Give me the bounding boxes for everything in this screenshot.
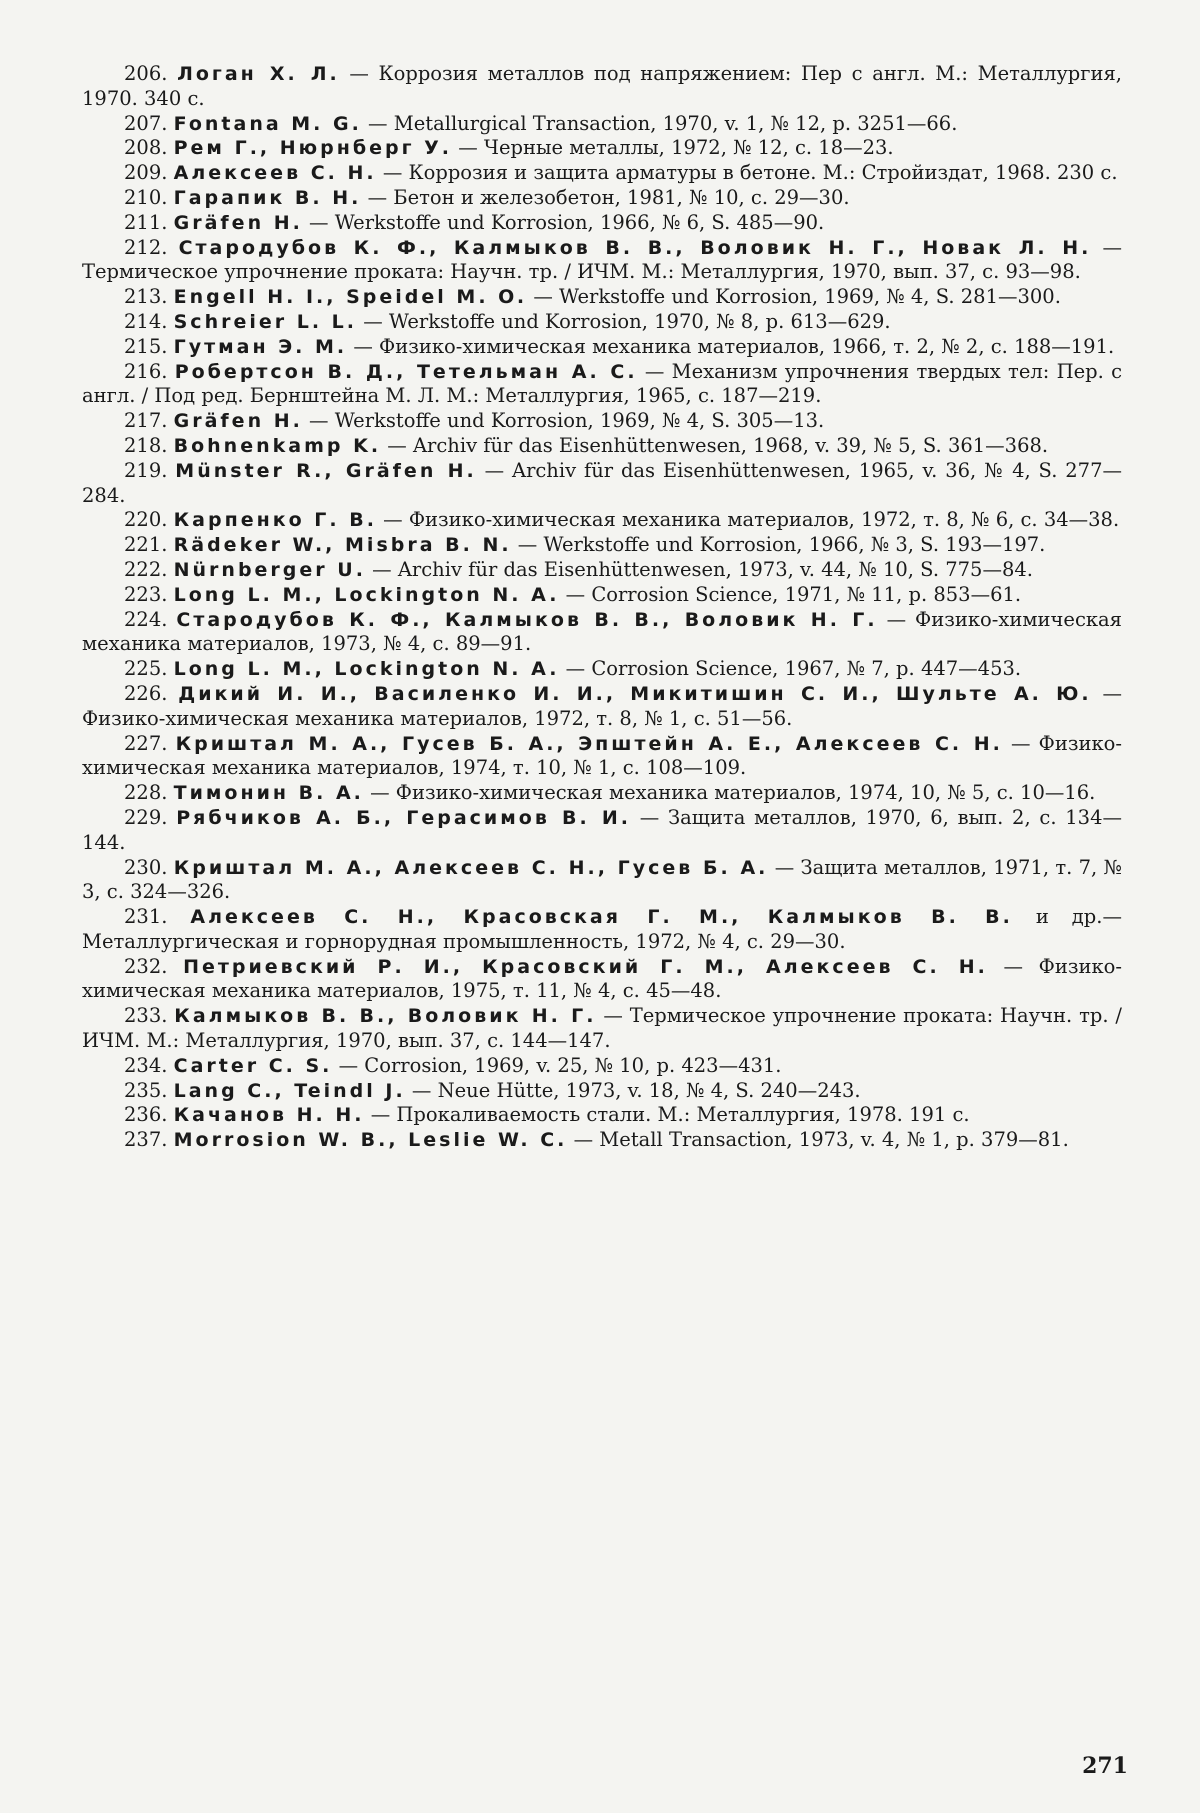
reference-authors: Алексеев С. Н. (173, 162, 377, 185)
reference-number: 216. (124, 359, 168, 383)
reference-text: — Физико-химическая механика материалов, 1975, т. 11, № 4, с. 45—48. (82, 954, 1123, 1003)
reference-item (82, 608, 1122, 658)
reference-item (82, 136, 1122, 161)
reference-text: — Коррозия металлов под напряжением: Пер с англ. М.: Металлургия, 1970. 340 с. (82, 62, 1123, 110)
reference-item (82, 533, 1122, 558)
reference-item (82, 211, 1122, 236)
reference-number: 220. (124, 508, 168, 532)
reference-text: — Metall Transaction, 1973, v. 4, № 1, p. 379—81. (573, 1128, 1069, 1152)
reference-number: 208. (124, 136, 168, 160)
reference-item (82, 657, 1122, 682)
reference-number: 223. (124, 582, 168, 606)
reference-authors: Качанов Н. Н. (173, 1104, 365, 1127)
reference-authors: Тимонин В. А. (173, 782, 364, 805)
reference-text: — Corrosion Science, 1971, № 11, p. 853—61. (565, 582, 1022, 606)
reference-text: — Физико-химическая механика материалов, 1966, т. 2, № 2, с. 188—191. (353, 334, 1115, 358)
reference-authors: Rädeker W., Misbra B. N. (173, 534, 512, 557)
reference-authors: Петриевский Р. И., Красовский Г. М., Алексеев С. Н. (183, 955, 988, 978)
reference-number: 236. (124, 1103, 168, 1127)
reference-text: — Corrosion Science, 1967, № 7, p. 447—453. (565, 657, 1022, 681)
reference-number: 211. (124, 210, 168, 234)
reference-authors: Morrosion W. B., Leslie W. C. (173, 1129, 568, 1152)
reference-text: — Коррозия и защита арматуры в бетоне. М.: Стройиздат, 1968. 230 с. (382, 161, 1118, 185)
reference-number: 222. (124, 557, 168, 581)
reference-item (82, 955, 1122, 1005)
page-number: 271 (1082, 1753, 1128, 1779)
reference-authors: Гутман Э. М. (173, 335, 348, 358)
reference-authors: Engell H. I., Speidel M. O. (173, 286, 528, 309)
reference-item (82, 1128, 1122, 1153)
reference-authors: Carter C. S. (173, 1054, 333, 1077)
reference-list (82, 62, 1122, 1153)
reference-number: 215. (124, 334, 168, 358)
reference-text: — Werkstoffe und Korrosion, 1966, № 3, S. 193—197. (517, 533, 1046, 557)
reference-item (82, 360, 1122, 410)
reference-item (82, 310, 1122, 335)
reference-item (82, 682, 1122, 732)
reference-text: — Физико-химическая механика материалов, 1973, № 4, с. 89—91. (82, 607, 1122, 656)
reference-item (82, 1079, 1122, 1104)
reference-item (82, 285, 1122, 310)
reference-item (82, 459, 1122, 509)
reference-item (82, 781, 1122, 806)
reference-authors: Long L. M., Lockington N. A. (173, 658, 560, 681)
reference-authors: Gräfen H. (173, 211, 303, 234)
reference-number: 218. (124, 433, 168, 457)
reference-authors: Schreier L. L. (173, 310, 358, 333)
reference-item (82, 112, 1122, 137)
reference-item (82, 1054, 1122, 1079)
reference-number: 206. (124, 62, 168, 85)
reference-text: — Werkstoffe und Korrosion, 1969, № 4, S. 281—300. (533, 285, 1061, 309)
reference-number: 221. (124, 533, 168, 557)
reference-text: — Werkstoffe und Korrosion, 1970, № 8, p. 613—629. (363, 309, 891, 333)
reference-number: 230. (124, 855, 168, 879)
reference-authors: Стародубов К. Ф., Калмыков В. В., Воловик Н. Г. (176, 608, 878, 631)
reference-text: — Бетон и железобетон, 1981, № 10, с. 29—30. (367, 185, 850, 209)
reference-number: 231. (124, 905, 168, 929)
reference-authors: Стародубов К. Ф., Калмыков В. В., Воловик Н. Г., Новак Л. Н. (178, 236, 1092, 259)
reference-number: 209. (124, 161, 168, 185)
reference-authors: Калмыков В. В., Воловик Н. Г. (174, 1005, 597, 1028)
reference-number: 217. (124, 409, 168, 433)
reference-item (82, 236, 1122, 286)
reference-authors: Nürnberger U. (173, 558, 366, 581)
reference-authors: Криштал М. А., Гусев Б. А., Эпштейн А. Е., Алексеев С. Н. (175, 732, 1003, 755)
reference-text: — Физико-химическая механика материалов, 1972, т. 8, № 1, с. 51—56. (82, 681, 1123, 730)
reference-text: — Neue Hütte, 1973, v. 18, № 4, S. 240—243. (411, 1078, 861, 1102)
reference-authors: Рем Г., Нюрнберг У. (173, 137, 453, 160)
reference-authors: Гарапик В. Н. (173, 186, 362, 209)
reference-text: — Werkstoffe und Korrosion, 1969, № 4, S. 305—13. (309, 409, 825, 433)
reference-number: 214. (124, 309, 168, 333)
reference-number: 233. (124, 1004, 168, 1028)
reference-text: — Физико-химическая механика материалов, 1972, т. 8, № 6, с. 34—38. (383, 508, 1120, 532)
reference-item (82, 335, 1122, 360)
reference-text: — Corrosion, 1969, v. 25, № 10, p. 423—431. (338, 1053, 782, 1077)
reference-number: 234. (124, 1053, 168, 1077)
reference-text: — Защита металлов, 1971, т. 7, № 3, с. 324—326. (82, 855, 1123, 904)
reference-item (82, 1103, 1122, 1128)
reference-item (82, 409, 1122, 434)
reference-text: — Физико-химическая механика материалов, 1974, 10, № 5, с. 10—16. (370, 781, 1096, 805)
reference-authors: Карпенко Г. В. (173, 509, 377, 532)
reference-text: — Archiv für das Eisenhüttenwesen, 1965, v. 36, № 4, S. 277—284. (82, 458, 1122, 507)
reference-number: 228. (124, 781, 168, 805)
reference-authors: Gräfen H. (173, 410, 303, 433)
reference-text: — Механизм упрочнения твердых тел: Пер. с англ. / Под ред. Бернштейна М. Л. М.: Металлургия, 1965, с. 187—219. (82, 359, 1123, 408)
reference-authors: Дикий И. И., Василенко И. И., Микитишин С. И., Шульте А. Ю. (178, 682, 1092, 705)
reference-text: — Archiv für das Eisenhüttenwesen, 1973, v. 44, № 10, S. 775—84. (372, 557, 1033, 581)
reference-item (82, 732, 1122, 782)
reference-text: — Werkstoffe und Korrosion, 1966, № 6, S. 485—90. (309, 210, 825, 234)
reference-text: — Metallurgical Transaction, 1970, v. 1, № 12, p. 3251—66. (368, 111, 958, 135)
reference-item (82, 62, 1122, 112)
reference-number: 212. (124, 235, 168, 259)
reference-text: — Черные металлы, 1972, № 12, с. 18—23. (458, 136, 894, 160)
reference-number: 225. (124, 657, 168, 681)
reference-item (82, 508, 1122, 533)
reference-authors: Bohnenkamp K. (173, 434, 382, 457)
reference-authors: Münster R., Gräfen H. (175, 459, 477, 482)
reference-number: 210. (124, 185, 168, 209)
reference-text: и др.— Металлургическая и горнорудная промышленность, 1972, № 4, с. 29—30. (82, 905, 1122, 953)
reference-authors: Long L. M., Lockington N. A. (173, 583, 560, 606)
reference-item (82, 905, 1122, 955)
reference-number: 213. (124, 285, 168, 309)
reference-text: — Термическое упрочнение проката: Научн. тр. / ИЧМ. М.: Металлургия, 1970, вып. 37, с. 93—98. (82, 235, 1122, 284)
reference-number: 229. (124, 805, 168, 829)
reference-authors: Робертсон В. Д., Тетельман А. С. (174, 360, 638, 383)
reference-authors: Криштал М. А., Алексеев С. Н., Гусев Б. А. (173, 856, 769, 879)
reference-number: 235. (124, 1078, 168, 1102)
reference-text: — Термическое упрочнение проката: Научн. тр. / ИЧМ. М.: Металлургия, 1970, вып. 37, с. 144—147. (82, 1004, 1122, 1053)
reference-number: 237. (124, 1128, 168, 1152)
reference-item (82, 186, 1122, 211)
reference-item (82, 856, 1122, 906)
reference-text: — Прокаливаемость стали. М.: Металлургия, 1978. 191 с. (370, 1103, 970, 1127)
reference-item (82, 161, 1122, 186)
reference-item (82, 583, 1122, 608)
reference-authors: Алексеев С. Н., Красовская Г. М., Калмыков В. В. (190, 906, 1013, 929)
reference-number: 227. (124, 731, 168, 755)
reference-text: — Защита металлов, 1970, 6, вып. 2, с. 134—144. (82, 805, 1122, 854)
reference-number: 226. (124, 681, 168, 705)
reference-item (82, 1004, 1122, 1054)
reference-item (82, 806, 1122, 856)
reference-authors: Логан Х. Л. (177, 63, 340, 85)
reference-text: — Физико-химическая механика материалов, 1974, т. 10, № 1, с. 108—109. (82, 731, 1122, 780)
reference-item (82, 558, 1122, 583)
reference-number: 224. (124, 607, 168, 631)
reference-authors: Fontana M. G. (173, 112, 362, 135)
reference-authors: Lang C., Teindl J. (173, 1079, 406, 1102)
reference-number: 232. (124, 954, 168, 978)
reference-text: — Archiv für das Eisenhüttenwesen, 1968, v. 39, № 5, S. 361—368. (387, 433, 1049, 457)
reference-authors: Рябчиков А. Б., Герасимов В. И. (176, 806, 632, 829)
reference-number: 219. (124, 458, 168, 482)
reference-number: 207. (124, 111, 168, 135)
reference-item (82, 434, 1122, 459)
